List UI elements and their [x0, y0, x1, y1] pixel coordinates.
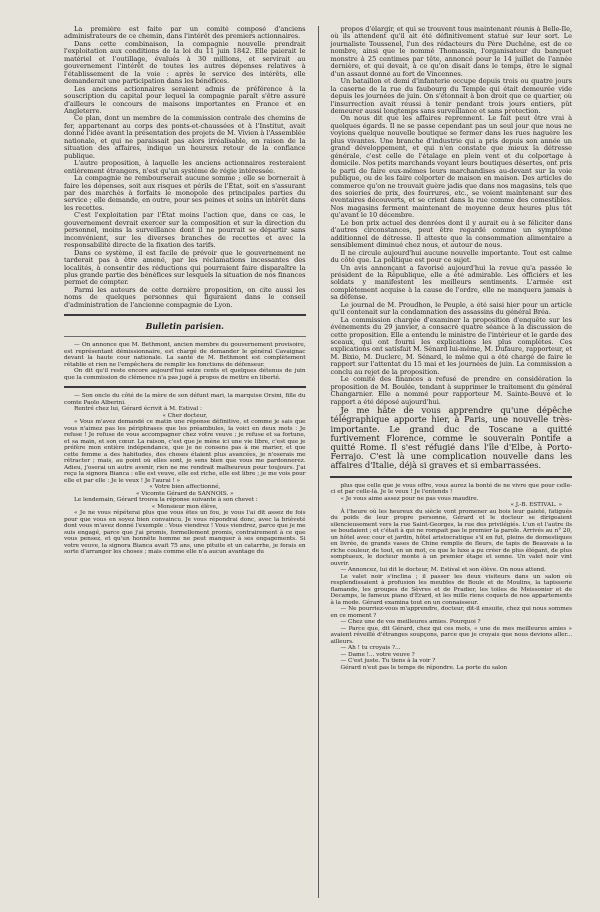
paragraph: Un avis annonçant a favorisé aujourd'hui la revue qu'a passée le président de la République, elle a été admirable. Les officiers et les soldats y manifestent les meilleurs sentiments. L'armée est complètement acquise à la cause de l'ordre, elle ne manquera jamais à sa défense. — [330, 263, 572, 302]
paragraph: Il ne circule aujourd'hui aucune nouvelle importante. Tout est calme du côté que. La politique est pour ce sujet. — [330, 248, 572, 265]
paragraph: On nous dit que les affaires reprennent. Le fait peut être vrai à quelques égards. Il ne se passe cependant pas un seul jour que nous ne voyions quelque nouvelle boutique se fermer dans les rues naguère les plus vivantes. Une branche d'industrie qui a pris depuis son année un grand développement, et qui n'en constate que mieux la détresse générale, c'est celle de l'étalage en plein vent et du colportage à domicile. Nos petits marchands voyant leurs boutiques désertes, ont pris le parti de faire eux-mêmes leurs marchandises au-devant sur la voie publique, ou de les faire colporter de maison en maison. Des articles de commerce qu'on ne trouvait guère jadis que dans nos magasins, tels que des soieries de prix, des fourrures, etc., se voient maintenant sur des éventaires découverts, et se crient dans la rue comme des comestibles. Nos magasins ferment maintenant de moyenne deux heures plus tôt qu'avant le 10 décembre. — [330, 114, 572, 220]
paragraph: La première est faite par un comité composé d'anciens administrateurs de ce chemin, dans l'intérêt des premiers actionnaires. — [64, 26, 306, 41]
paragraph: Je me hâte de vous apprendre qu'une dépêche télégraphique apporte hier, à Paris, une nouvelle très-importante. Le grand duc de Toscane a quitté furtivement Florence, comme le souverain Pontife a quitté Rome. Il s'est réfugié dans l'île d'Elbe, à Porto-Ferrajo. C'est là une complication nouvelle dans les affaires d'Italie, déjà si graves et si embarrassées. — [330, 405, 572, 471]
paragraph: « Cher docteur, — [162, 412, 208, 419]
left-column — [64, 26, 306, 898]
paragraph: propos d'élargir, et qui se trouvent tous maintenant réunis à Belle-Ile, où ils attendent qu'il ait été définitivement statué sur leur sort. Le journaliste Toussenel, l'un des rédacteurs du Père Duchêne, est de ce nombre, ainsi que le nommé Thomassin, l'organisateur du banquet monstre à 25 centimes par tête, annoncé pour le 14 juillet de l'année dernière, et qui devait, à ce qu'on disait dans le temps, être le signal d'un assaut donné au fort de Vincennes. — [330, 26, 572, 78]
paragraph: Le bon prix actuel des denrées dont il y aurait eu à se féliciter dans d'autres circonstances, peut être regardé comme un symptôme additionnel de détresse. Il atteste que la consommation alimentaire a sensiblement diminué chez nous, et autour de nous. — [330, 218, 572, 250]
signature: « Vicomte Gérard de SANNOIS. » — [135, 490, 234, 497]
paragraph: Le valet noir s'inclina ; il passer les deux visiteurs dans un salon où resplendissaient à profusion les meubles de Boule et de Moulins, la tapisserie flamande, les groupes de Sèvres et de Pradier, les toiles de Meissonier et de Decamps, le fameux piano d'Érard, et les mille riens coquets de nos appartements à la mode. Gérard examina tout en un connaisseur. — [330, 573, 572, 606]
signature: « J.-B. ESTIVAL. » — [510, 502, 562, 509]
paragraph: — On annonce que M. Bethmont, ancien membre du gouvernement provisoire, est représentant démissionnaire, est chargé de demander le général Cavaignac devant la haute cour nationale. La santé de M. Bethmont est complètement rétablie et rien ne l'empêchera de remplir les fonctions de défenseur. — [64, 342, 306, 368]
paragraph: La compagnie ne rembourserait aucune somme ; elle se bornerait à faire les dépenses, soit aux risques et périls de l'État, soit en s'assurant par des marchés à forfaits le monopole des principales parties du service ; elle demande, en outre, pour ses peines et soins un intérêt dans les recettes. — [64, 174, 306, 212]
two-column-layout — [64, 26, 572, 898]
paragraph: « Votre bien affectionné, — [149, 484, 221, 491]
paragraph: Les anciens actionnaires seraient admis de préférence à la souscription du capital pour lequel la compagnie paraît s'être assuré d'ailleurs le concours de maisons importantes en France et en Angleterre. — [64, 84, 306, 115]
bulletin-section — [64, 342, 306, 381]
paragraph: — C'est juste. Tu tiens à la voir ? — [340, 658, 436, 665]
paragraph: Ce plan, dont un membre de la commission centrale des chemins de fer, appartenant au corps des ponts-et-chaussées et à l'Institut, avait donné l'idée avant la présentation des projets de M. Vivien à l'Assemblée nationale, et qui ne paraissait pas alors irréalisable, en raison de la situation des affaires, indique un heureux retour de la confiance publique. — [64, 114, 306, 160]
paragraph: L'autre proposition, à laquelle les anciens actionnaires resteraient entièrement étrangers, n'est qu'un système de régie intéressée. — [64, 159, 306, 175]
paragraph: — Ne pourriez-vous m'apprendre, docteur, dit-il ensuite, chez qui nous sommes en ce moment ? — [330, 606, 572, 619]
feuilleton-continued — [330, 483, 572, 672]
paragraph: « Je vous aime assez pour ne pas vous maudire. — [340, 495, 479, 502]
paragraph: C'est l'exploitation par l'État moins l'action que, dans ce cas, le gouvernement devrait exercer sur la composition et sur la direction du personnel, moins la surveillance dont il ne pourrait se départir sans inconvénient, sur les diverses branches de recettes et avec la responsabilité directe de la fixation des tarifs. — [64, 211, 306, 250]
paragraph: La commission chargée d'examiner la proposition d'enquête sur les événements du 29 janvier, a consacré quatre séance à la discussion de cette proposition. Elle a entendu le ministre de l'intérieur et le garde des sceaux, qui ont fourni les explications les plus complètes. Ces explications ont satisfait M. Sénard lui-même, M. Dufaure, rapporteur, et M. Bixio, M. Duclerc, M. Sénard, le même qui a été chargé de faire le rapport sur l'attentat du 15 mai et les journées de juin. La commission a conclu au rejet de la proposition. — [330, 315, 572, 376]
paragraph: Le lendemain, Gérard trouva la réponse suivante à son chevet : — [74, 497, 258, 504]
paragraph: Le journal de M. Proudhon, le Peuple, a été saisi hier pour un article qu'il contenait sur la condamnation des assassins du général Bréa. — [330, 300, 572, 317]
paragraph: Dans ce système, il est facile de prévoir que le gouvernement ne tarderait pas à être amené, par les réclamations incessantes des localités, à consentir des réductions qui pourraient faire disparaître la plus grande partie des bénéfices sur lesquels la situation de nos finances permet de compter. — [64, 248, 306, 287]
paragraph: — Chez une de vos meilleures amies. Pourquoi ? — [340, 619, 481, 626]
paragraph: « Je ne vous répéterai plus que vous êtes un fou, je vous l'ai dit assez de fois pour que vous en soyez bien convaincu. Je vous répondrai donc, avec la brièveté dont vous m'avez donné l'exemple : Vous viendrez ! Vous viendrez, parce que je me suis engagé, parce que j'ai promis, formellement promis, contrairement à ce que vous pensez, et qu'un honnête homme ne peut manquer à ses engagements. Si votre veuve, la signora Bianca avait 75 ans, une pituite et un catarrhe, je ferais en sorte d'arranger les choses ; mais comme elle n'a aucun avantage du — [64, 510, 306, 556]
feuilleton-section — [64, 393, 306, 556]
paragraph: — Ah ! tu croyais ?... — [340, 645, 401, 652]
paragraph: — Dame !... votre veuve ? — [340, 651, 415, 658]
paragraph: — Son oncle du côté de la mère de son défunt mari, la marquise Orsini, fille du comte Paolo Alberini. — [64, 393, 306, 406]
paragraph: On dit qu'il reste encore aujourd'hui seize cents et quelques détenus de juin que la commission de clémence n'a pas jugé à propos de mettre en liberté. — [64, 368, 306, 381]
heading-rule — [64, 336, 306, 337]
paragraph: Le comité des finances a refusé de prendre en considération la proposition de M. Boulée, tendant à supprimer le traitement du général Changarnier. Elle a nommé pour rapporteur M. Sainte-Beuve et le rapport a été déposé aujourd'hui. — [330, 375, 572, 406]
paragraph: Gérard n'eut pas le temps de répondre. La porte du salon — [340, 664, 508, 671]
paragraph: Parmi les auteurs de cette dernière proposition, on cite aussi les noms de quelques personnes qui figuraient dans le conseil d'administration de l'ancienne compagnie de Lyon. — [64, 285, 306, 309]
right-column — [330, 26, 572, 898]
paragraph: « Monsieur mon élève, — [151, 503, 218, 510]
feuilleton-divider — [330, 476, 572, 478]
column-divider — [318, 26, 319, 898]
telegraph-news — [330, 406, 572, 470]
paragraph: — Parce que, dit Gérard, chez qui ces mots, « une de mes meilleures amies » avaient réveillé d'étranges soupçons, parce que je croyais que nous devions aller... ailleurs. — [330, 625, 572, 645]
paragraph: plus que celle que je vous offre, vous aurez la bonté de ne vivre que pour celle-ci et par celle-là. Je le veux ! Je l'entends ! — [330, 482, 572, 496]
paragraph: Dans cette combinaison, la compagnie nouvelle prendrait l'exploitation aux conditions de la loi du 11 juin 1842. Elle paierait le matériel et l'outillage, évalués à 30 millions, et servirait au gouvernement l'intérêt de toutes les autres dépenses relatives à l'établissement de la voie : après le service des intérêts, elle demanderait une participation dans les bénéfices. — [64, 39, 306, 86]
section-divider — [64, 314, 306, 316]
paragraph: À l'heure où les heureux du siècle vont promener au bois leur gaieté, fatigués du poids de leur propre personne, Gérard et le docteur se dirigeaient silencieusement vers la rue Saint-Georges, la rue des privilégiés. L'un et l'autre ils se boudaient ; et c'était à qui ne rompait pas le premier la parole. Arrivés au n° 20, un hôtel avec cour et jardin, hôtel aristocratique s'il en fut, pleins de domestiques en livrée, de grands vases de Chine remplis de fleurs, de tapis de Beauvais à la riche couleur, de tout, en un mot, ce que le luxe a pu créer de plus élégant, de plus somptueux, le docteur monte à un premier étage et sonne. Un valet noir vint ouvrir. — [330, 508, 572, 567]
paragraph: Rentré chez lui, Gérard écrivit à M. Estival : — [74, 406, 202, 413]
feuilleton-divider — [64, 386, 306, 388]
section-heading: Bulletin parisien. — [145, 321, 224, 332]
paragraph: « Vous m'avez demandé ce matin une réponse définitive, et comme je sais que vous n'aimez pas les périphrases que les préambules, la voici en deux mots : Je refuse ! Je refuse de vous accompagner chez votre veuve ; je refuse et sa fortune, et sa main, et son cœur. La raison, c'est que je mène ici une vie libre, c'est que je préfère mon entière indépendance, que je ne consens pas à me marier, et que cette femme a des habitudes, des choses étaient plus avancées, je n'oserais me rétracter ; mais, au point où elles sont, je sens bien que vous me pardonnerez. Adieu, j'oserai un autre avenir, rien ne me rendrait malheureux pour toujours. J'ai reçu la signora Bianca : elle est veuve, elle est riche, elle est libre ; je me vois pour elle et par elle : Je le veux ! Je l'aurai ! » — [64, 419, 306, 484]
paragraph: Un bataillon et demi d'infanterie occupe depuis trois ou quatre jours la caserne de la rue du faubourg du Temple qui était demeurée vide depuis les journées de juin. On s'étonnait à bon droit que ce quartier, où l'insurrection avait réussi à tenir pendant trois jours entiers, pût demeurer aussi longtemps sans surveillance et sans protection. — [330, 77, 572, 115]
paragraph: — Annoncez, lui dit le docteur, M. Estival et son élève. On nous attend. — [340, 567, 546, 574]
